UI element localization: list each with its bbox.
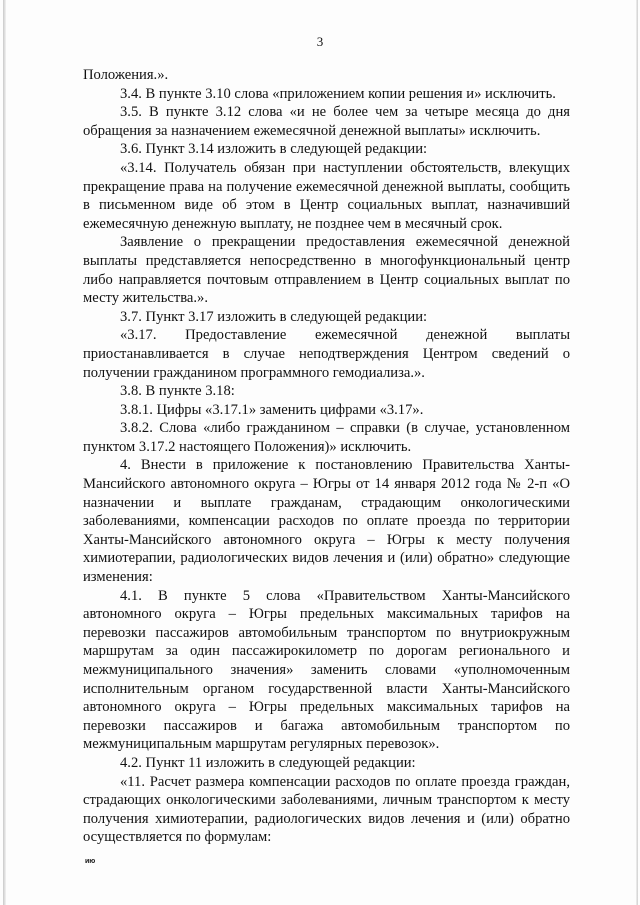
paragraph: 3.8.2. Слова «либо гражданином – справки (в случае, установленном пунктом 3.17.2 настоящего Положения)» исключить. — [83, 420, 570, 455]
paragraph: Заявление о прекращении предоставления ежемесячной денежной выплаты представляется непосредственно в многофункциональный центр либо направляется почтовым отправлением в Центр социальных выплат по месту жительства.». — [83, 234, 570, 307]
document-body — [83, 66, 570, 847]
paragraph: 3.4. В пункте 3.10 слова «приложением копии решения и» исключить. — [120, 85, 556, 102]
paragraph: 3.8.1. Цифры «3.17.1» заменить цифрами «3.17». — [120, 401, 424, 418]
paragraph: «11. Расчет размера компенсации расходов по оплате проезда граждан, страдающих онкологическими заболеваниями, личным транспортом к месту получения химиотерапии, радиологических видов лечения и (или) обратно осуществляется по формулам: — [83, 773, 570, 846]
paragraph: «3.14. Получатель обязан при наступлении обстоятельств, влекущих прекращение права на получение ежемесячной денежной выплаты, сообщить в письменном виде об этом в Центр социальных выплат, назначивший ежемесячную денежную выплату, не позднее чем в месячный срок. — [83, 159, 570, 232]
scan-edge-left — [3, 0, 6, 905]
paragraph: 4. Внести в приложение к постановлению Правительства Ханты-Мансийского автономного округа – Югры от 14 января 2012 года № 2-п «О назначении и выплате гражданам, страдающим онкологическими заболеваниями, компенсации расходов по оплате проезда по территории Ханты-Мансийского автономного округа – Югры к месту получения химиотерапии, радиологических видов лечения и (или) обратно» следующие изменения: — [83, 457, 570, 586]
paragraph: «3.17. Предоставление ежемесячной денежной выплаты приостанавливается в случае неподтверждения Центром сведений о получении гражданином программного гемодиализа.». — [83, 327, 570, 381]
scan-edge-right — [636, 0, 638, 905]
page-number: 3 — [316, 34, 324, 49]
paragraph: 4.1. В пункте 5 слова «Правительством Ханты-Мансийского автономного округа – Югры предельных максимальных тарифов на перевозки пассажиров автомобильным транспортом по внутриокружным маршрутам за один пассажирокилометр по дорогам регионального и межмуниципального значения» заменить словами «уполномоченным исполнительным органом государственной власти Ханты-Мансийского автономного округа – Югры предельных максимальных тарифов на перевозки пассажиров и багажа автомобильным транспортом по межмуниципальным маршрутам регулярных перевозок». — [83, 587, 570, 753]
paragraph: 3.6. Пункт 3.14 изложить в следующей редакции: — [120, 141, 428, 158]
paragraph: 3.7. Пункт 3.17 изложить в следующей редакции: — [120, 308, 428, 325]
footer-mark: ию — [85, 858, 96, 865]
paragraph: Положения.». — [83, 67, 169, 83]
paragraph: 3.8. В пункте 3.18: — [120, 383, 235, 400]
paragraph: 3.5. В пункте 3.12 слова «и не более чем за четыре месяца до дня обращения за назначением ежемесячной денежной выплаты» исключить. — [83, 104, 570, 139]
paragraph: 4.2. Пункт 11 изложить в следующей редакции: — [120, 754, 416, 771]
